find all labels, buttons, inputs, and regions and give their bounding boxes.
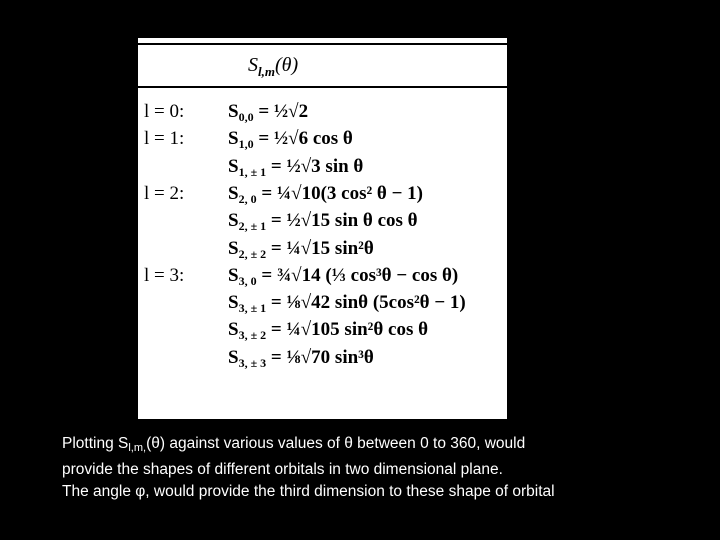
table-header [248,54,298,80]
header-subscript: l,m [258,64,275,79]
harmonic-equation [228,264,458,293]
equation-symbol: S [228,319,239,341]
harmonic-equation [228,100,308,129]
harmonic-equation [228,291,466,320]
equation-symbol: S [228,237,239,259]
l-label: l = 3: [144,264,185,286]
equation-symbol: S [228,264,239,286]
equation-expression: = ¾√14 (⅓ cos³θ − cos θ) [256,264,459,286]
l-label: l = 0: [144,101,185,122]
harmonic-equation [228,182,423,211]
harmonic-equation [228,346,374,375]
caption-text [62,433,555,503]
equation-symbol: S [228,210,239,232]
harmonic-equation [228,318,428,347]
equation-symbol: S [228,346,239,368]
caption-subscript: l,m, [128,442,147,454]
equation-expression: = ⅛√70 sin³θ [266,346,374,368]
equation-symbol: S [228,292,239,314]
equation-subscript: 2, ± 2 [238,246,267,261]
equation-subscript: 0,0 [238,110,254,124]
harmonic-equation [228,237,374,266]
header-arg: (θ) [274,54,299,76]
equation-symbol: S [228,182,239,204]
equation-subscript: 3, ± 1 [238,301,267,316]
equation-subscript: 2, ± 1 [238,219,267,234]
harmonic-equation [228,209,418,238]
equation-subscript: 1,0 [238,137,254,152]
table-top-rule [138,43,507,45]
equation-subscript: 3, ± 2 [238,328,267,343]
header-s: S [248,54,258,76]
l-label: l = 2: [144,182,185,204]
equation-subscript: 1, ± 1 [238,164,267,179]
equation-symbol: S [228,128,239,150]
equation-subscript: 3, 0 [238,273,257,288]
equation-expression: = ⅛√42 sinθ (5cos²θ − 1) [266,292,466,314]
equation-expression: = ¼√105 sin²θ cos θ [266,319,429,341]
caption-line-1: Plotting $S_{l,m,}(\theta)$ against various values of θ between 0 to 360, would [62,435,526,454]
equation-expression: = ½√15 sin θ cos θ [266,210,418,232]
equation-subscript: 2, 0 [238,191,257,206]
spherical-harmonics-table [138,38,507,419]
table-header-rule [138,86,507,88]
l-label: l = 1: [144,128,185,150]
equation-subscript: 3, ± 3 [238,355,267,370]
harmonic-equation [228,127,353,156]
equation-symbol: S [228,101,239,122]
equation-symbol: S [228,155,239,177]
equation-expression: = ¼√10(3 cos² θ − 1) [256,182,424,204]
caption-line-2: provide the shapes of different orbitals in two dimensional plane. [62,461,503,478]
harmonic-equation [228,155,363,184]
equation-expression: = ½√6 cos θ [253,128,353,150]
equation-expression: = ½√2 [253,101,309,122]
equation-expression: = ½√3 sin θ [266,155,364,177]
equation-expression: = ¼√15 sin²θ [266,237,374,259]
caption-line-3: The angle φ, would provide the third dimension to these shape of orbital [62,483,555,500]
